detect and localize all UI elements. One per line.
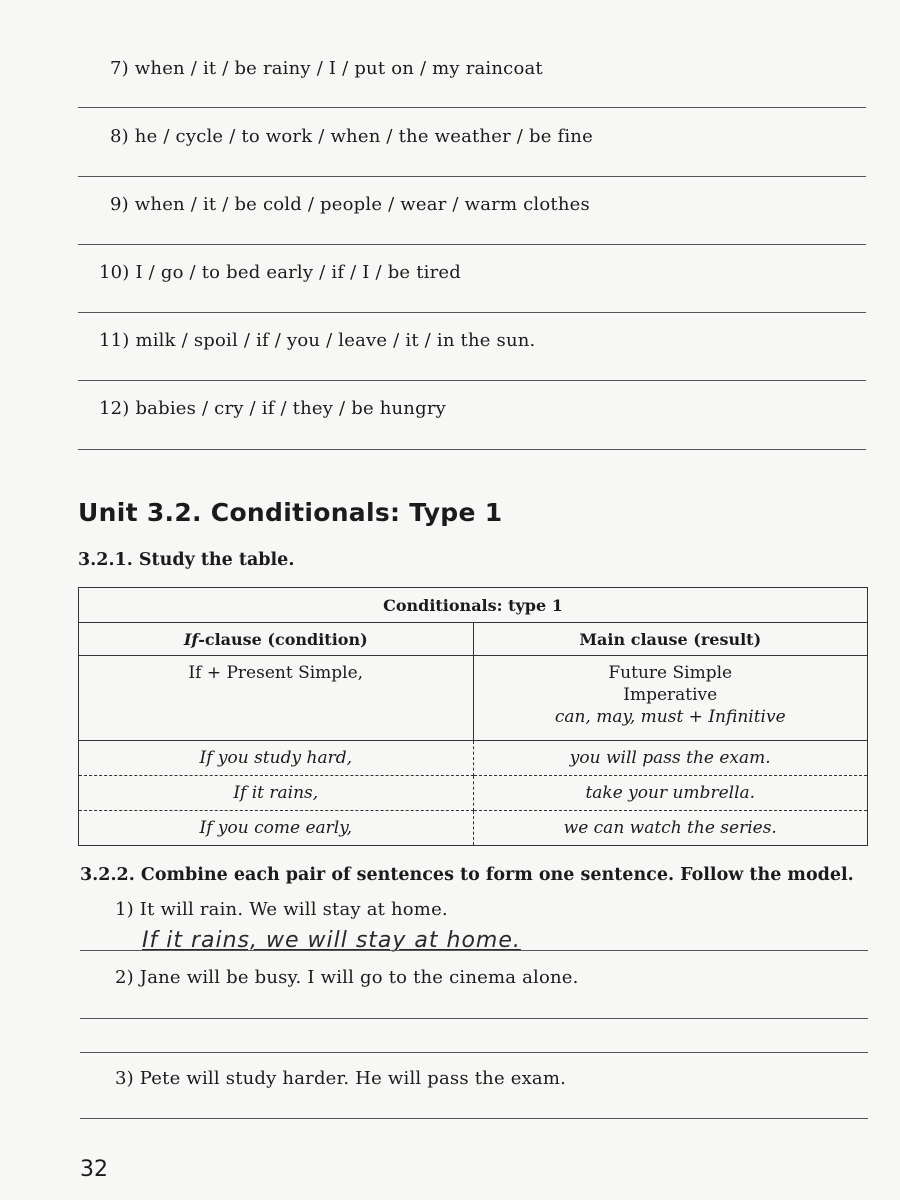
table-row bbox=[79, 776, 868, 811]
exercise-item-10: 10) I / go / to bed early / if / I / be tired bbox=[99, 262, 461, 283]
example-if-clause: If you study hard, bbox=[79, 741, 474, 776]
column-header-if-clause: If-clause (condition) bbox=[79, 623, 474, 656]
answer-line[interactable] bbox=[80, 950, 868, 951]
combine-item-3: 3) Pete will study harder. He will pass the exam. bbox=[115, 1068, 567, 1089]
table-row bbox=[79, 811, 868, 846]
exercise-item-11: 11) milk / spoil / if / you / leave / it / in the sun. bbox=[99, 330, 536, 351]
page-number: 32 bbox=[80, 1157, 108, 1182]
combine-item-2: 2) Jane will be busy. I will go to the cinema alone. bbox=[115, 967, 579, 988]
conditionals-table bbox=[78, 587, 868, 846]
exercise-item-8: 8) he / cycle / to work / when / the weather / be fine bbox=[110, 126, 593, 147]
task-3-2-2-heading: 3.2.2. Combine each pair of sentences to form one sentence. Follow the model. bbox=[80, 865, 854, 885]
answer-line[interactable] bbox=[78, 312, 866, 313]
exercise-item-12: 12) babies / cry / if / they / be hungry bbox=[99, 398, 446, 419]
exercise-item-9: 9) when / it / be cold / people / wear / warm clothes bbox=[110, 194, 590, 215]
example-main-clause: we can watch the series. bbox=[473, 811, 868, 846]
example-if-clause: If it rains, bbox=[79, 776, 474, 811]
unit-title: Unit 3.2. Conditionals: Type 1 bbox=[78, 498, 503, 527]
answer-line[interactable] bbox=[80, 1018, 868, 1019]
table-row bbox=[79, 741, 868, 776]
answer-line[interactable] bbox=[78, 107, 866, 108]
model-answer: If it rains, we will stay at home. bbox=[142, 928, 521, 953]
task-3-2-1-heading: 3.2.1. Study the table. bbox=[78, 550, 295, 570]
answer-line[interactable] bbox=[78, 244, 866, 245]
exercise-item-7: 7) when / it / be rainy / I / put on / my raincoat bbox=[110, 58, 543, 79]
example-main-clause: you will pass the exam. bbox=[473, 741, 868, 776]
answer-line[interactable] bbox=[78, 176, 866, 177]
example-if-clause: If you come early, bbox=[79, 811, 474, 846]
answer-line[interactable] bbox=[78, 380, 866, 381]
table-title: Conditionals: type 1 bbox=[79, 588, 868, 623]
answer-line[interactable] bbox=[80, 1118, 868, 1119]
column-header-main-clause: Main clause (result) bbox=[473, 623, 868, 656]
answer-line[interactable] bbox=[80, 1052, 868, 1053]
rule-main-clause: Future Simple Imperative can, may, must + Infinitive bbox=[473, 656, 868, 741]
combine-item-1: 1) It will rain. We will stay at home. bbox=[115, 899, 448, 920]
example-main-clause: take your umbrella. bbox=[473, 776, 868, 811]
answer-line[interactable] bbox=[78, 449, 866, 450]
rule-if-clause: If + Present Simple, bbox=[79, 656, 474, 741]
